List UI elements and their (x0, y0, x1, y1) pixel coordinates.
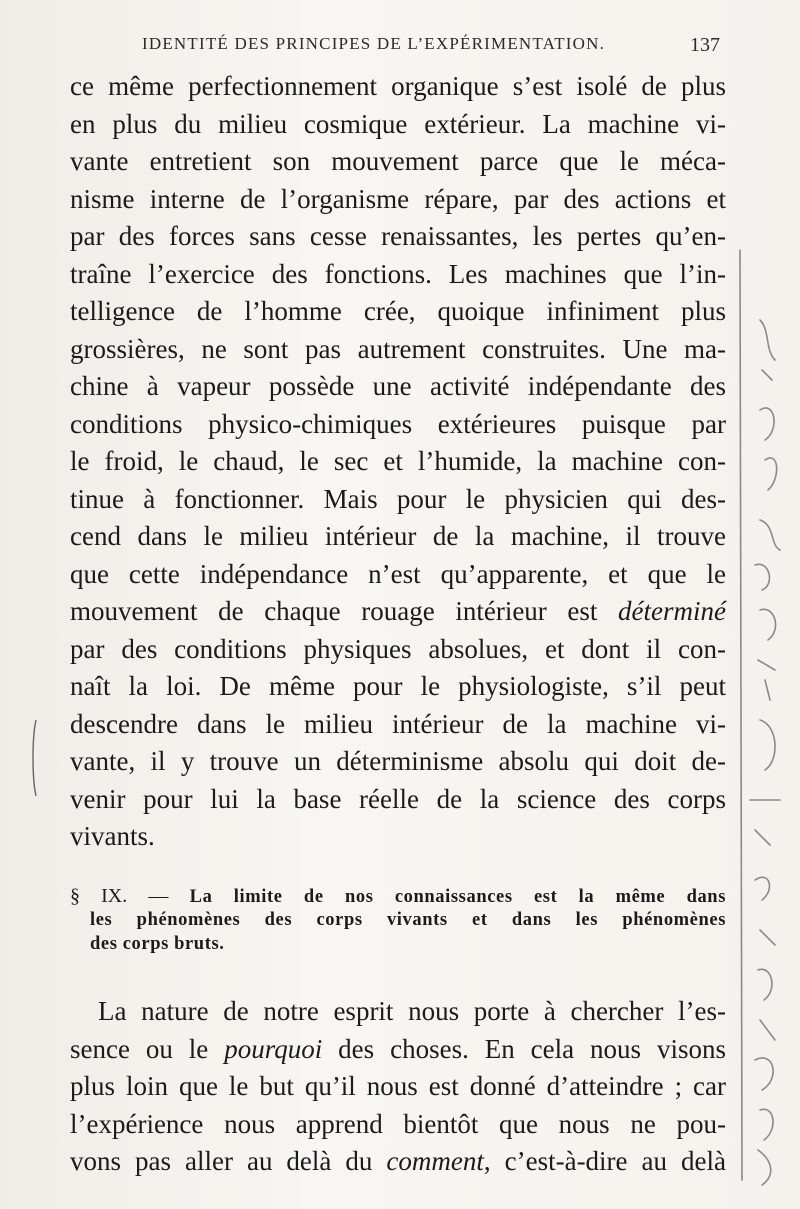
running-header (142, 34, 720, 54)
paragraph-1 (70, 68, 726, 856)
text-line: telligence de l’homme crée, quoique infiniment plus (70, 296, 726, 326)
italic-word: comment (386, 1146, 484, 1176)
text-line: ce même perfectionnement organique s’est isolé de plus (70, 71, 726, 101)
heading-line (70, 884, 726, 908)
italic-word: pourquoi (224, 1033, 323, 1064)
running-title: IDENTITÉ DES PRINCIPES DE L’EXPÉRIMENTATION. (142, 34, 606, 53)
text-line: par des conditions physiques absolues, et dont il con- (70, 633, 726, 664)
italic-word: déterminé (618, 596, 726, 626)
heading-line: des corps bruts. (90, 934, 225, 954)
text-fragment: sence ou le (70, 1033, 225, 1064)
text-fragment: vons pas aller au delà du (70, 1146, 387, 1176)
text-line: vante, il y trouve un déterminisme absolu qui doit de- (70, 746, 726, 776)
heading-line: les phénomènes des corps vivants et dans les phénomènes (90, 910, 726, 930)
margin-pencil-annotations (720, 0, 800, 1209)
text-line: traîne l’exercice des fonctions. Les machines que l’in- (70, 258, 726, 289)
text-line-with-italic (70, 1143, 726, 1181)
text-line: descendre dans le milieu intérieur de la machine vi- (70, 708, 726, 739)
text-line: plus loin que le but qu’il nous est donné d’atteindre ; car (70, 1071, 726, 1101)
text-line: vante entretient son mouvement parce que le méca- (70, 146, 726, 176)
text-line: l’expérience nous apprend bientôt que nous ne pou- (70, 1108, 726, 1139)
text-line-with-italic (70, 1031, 726, 1069)
text-line: chine à vapeur possède une activité indépendante des (70, 371, 726, 401)
text-line-with-italic (70, 593, 726, 631)
section-number: § IX. — (70, 885, 169, 907)
text-line: nisme interne de l’organisme répare, par des actions et (70, 183, 726, 214)
section-heading (70, 884, 726, 956)
page-number: 137 (690, 34, 720, 56)
text-line: naît la loi. De même pour le physiologiste, s’il peut (70, 671, 726, 701)
text-fragment: , c’est-à-dire au delà (483, 1146, 726, 1176)
heading-text: La limite de nos connaissances est la même dans (189, 887, 726, 907)
text-fragment: des choses. En cela nous visons (322, 1033, 726, 1064)
text-line: tinue à fonctionner. Mais pour le physicien qui des- (70, 483, 726, 514)
text-line: conditions physico-chimiques extérieures puisque par (70, 408, 726, 439)
text-line: vivants. (70, 821, 155, 851)
text-line-start: mouvement de chaque rouage intérieur est (70, 596, 598, 626)
text-line: cend dans le milieu intérieur de la machine, il trouve (70, 521, 726, 551)
text-line: venir pour lui la base réelle de la science des corps (70, 783, 726, 814)
text-line: La nature de notre esprit nous porte à chercher l’es- (98, 996, 726, 1026)
text-line: par des forces sans cesse renaissantes, les pertes qu’en- (70, 221, 726, 251)
text-line: que cette indépendance n’est qu’apparente, et que le (70, 558, 726, 589)
text-line: grossières, ne sont pas autrement construites. Une ma- (70, 333, 726, 364)
paragraph-2 (70, 993, 726, 1181)
text-line: le froid, le chaud, le sec et l’humide, la machine con- (70, 446, 726, 476)
text-line: en plus du milieu cosmique extérieur. La machine vi- (70, 108, 726, 139)
margin-pencil-bracket (30, 718, 38, 798)
